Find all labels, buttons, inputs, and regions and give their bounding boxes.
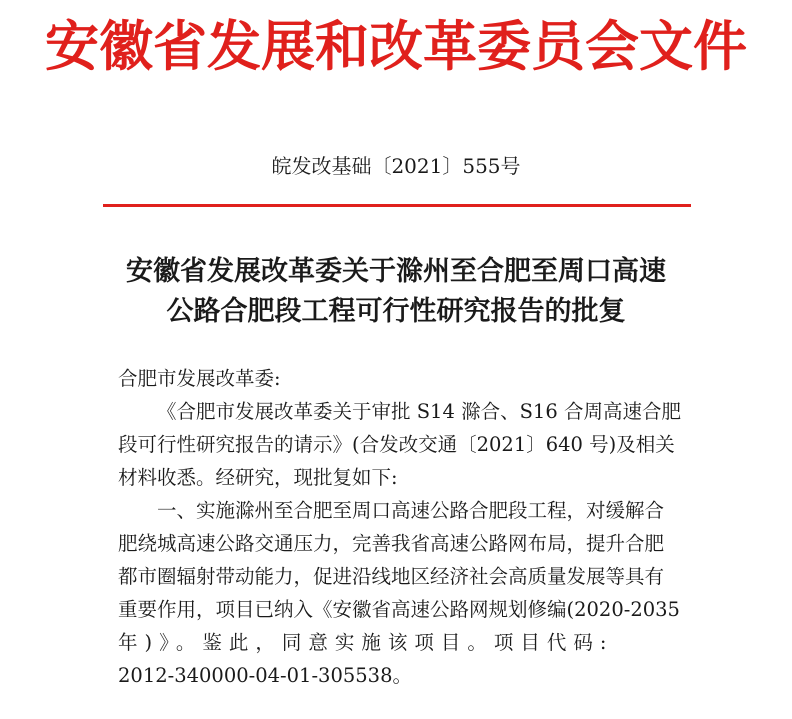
red-divider-rule [103, 204, 691, 207]
document-title-line-1: 安徽省发展改革委关于滁州至合肥至周口高速 [126, 256, 666, 287]
paragraph-request-reference [118, 395, 708, 494]
addressee: 合肥市发展改革委: [118, 367, 281, 390]
paragraph-line: 肥绕城高速公路交通压力，完善我省高速公路网布局，提升合肥 [118, 532, 665, 555]
project-code: 2012-340000-04-01-305538。 [118, 664, 412, 687]
paragraph-line: 一、实施滁州至合肥至周口高速公路合肥段工程，对缓解合 [157, 499, 665, 522]
document-title-line-2: 公路合肥段工程可行性研究报告的批复 [166, 296, 626, 327]
paragraph-approval-item-1 [118, 494, 708, 692]
paragraph-line: 都市圈辐射带动能力，促进沿线地区经济社会高质量发展等具有 [118, 565, 665, 588]
paragraph-line: 材料收悉。经研究，现批复如下: [118, 466, 398, 489]
paragraph-line: 年)》。鉴此，同意实施该项目。项目代码: [118, 631, 614, 654]
document-number: 皖发改基础〔2021〕555号 [271, 154, 521, 178]
paragraph-line: 段可行性研究报告的请示》(合发改交通〔2021〕640 号)及相关 [118, 433, 675, 456]
document-title [0, 252, 792, 332]
paragraph-line: 《合肥市发展改革委关于审批 S14 滁合、S16 合周高速合肥 [157, 400, 681, 423]
document-body [118, 362, 708, 692]
issuer-banner: 安徽省发展和改革委员会文件 [45, 14, 747, 78]
paragraph-line: 重要作用，项目已纳入《安徽省高速公路网规划修编(2020-2035 [118, 598, 680, 621]
